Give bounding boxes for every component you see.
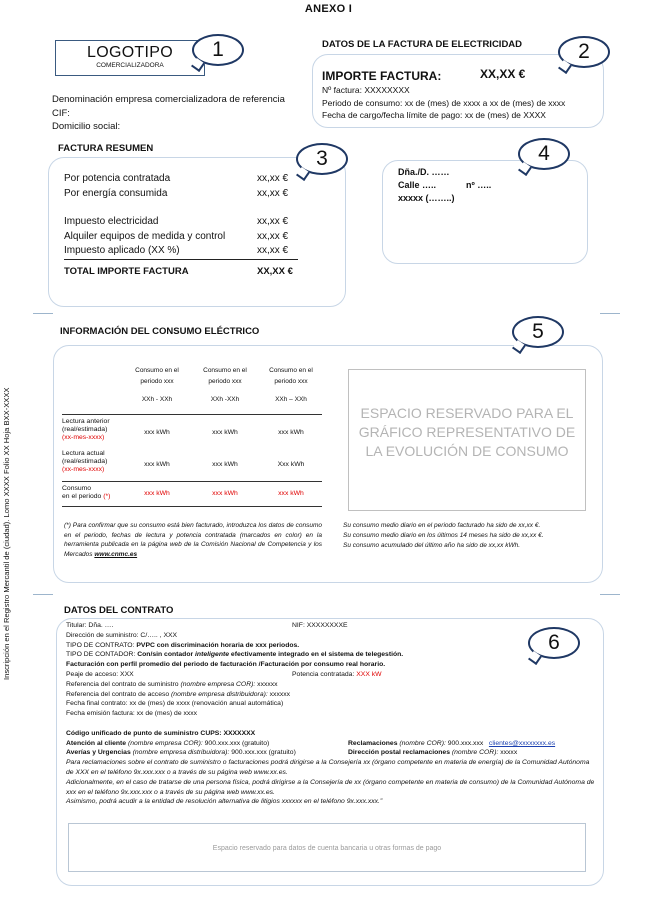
contract-type-value: PVPC con discriminación horaria de xxx periodos. (136, 641, 300, 649)
table-row-label (62, 450, 107, 474)
row-label-line: Lectura anterior (62, 418, 110, 425)
contract-nif: NIF: XXXXXXXXE (292, 622, 348, 629)
customer-service-phone: 900.xxx.xxx (gratuito) (204, 739, 270, 747)
callout-number: 6 (548, 631, 560, 654)
consumption-averages (343, 521, 595, 551)
column-header-line: periodo xxx (274, 378, 308, 385)
margin-tick (600, 594, 620, 595)
contract-issue-date: Fecha emisión factura: xx de (mes) de xxxx (66, 710, 198, 718)
contract-titular: Titular: Dña. …. (66, 622, 114, 629)
faults-phone: 900.xxx.xxx (gratuito) (231, 749, 296, 757)
company-cif-label: CIF: (52, 107, 70, 119)
summary-row (64, 231, 294, 245)
invoice-period: Periodo de consumo: xx de (mes) de xxxx a xx de (mes) de xxxx (322, 97, 566, 108)
table-row-divider (62, 481, 322, 482)
logo (55, 40, 205, 76)
consumption-column-header (194, 365, 256, 405)
logo-main-text: LOGOTIPO (87, 44, 173, 61)
faults-company: (nombre empresa distribuidora): (132, 749, 230, 757)
meter-type-label: TIPO DE CONTADOR: (66, 651, 136, 659)
margin-tick (600, 313, 620, 314)
row-label-asterisk: (*) (103, 493, 111, 500)
column-header-range: XXh -XXh (210, 396, 240, 403)
summary-row-label: Por potencia contratada (64, 173, 171, 184)
supply-ref-a: Referencia del contrato de suministro (66, 680, 179, 688)
table-cell: xxx kWh (144, 461, 170, 468)
row-label-line: (real/estimada) (62, 458, 108, 465)
access-ref-a: Referencia del contrato de acceso (66, 690, 170, 698)
table-cell: Xxx kWh (277, 461, 305, 468)
contract-heading: DATOS DEL CONTRATO (64, 605, 174, 616)
summary-row-amount: xx,xx € (257, 231, 289, 242)
summary-row (64, 173, 294, 187)
bank-details-placeholder: Espacio reservado para datos de cuenta bancaria u otras formas de pago (68, 823, 586, 872)
postal-claims-label: Dirección postal reclamaciones (348, 749, 450, 757)
contract-type-label: TIPO DE CONTRATO: (66, 641, 135, 649)
invoice-number: Nº factura: XXXXXXXX (322, 85, 410, 95)
contract-details (66, 621, 596, 807)
claims-text-1: Para reclamaciones sobre el contrato de suministro o facturaciones podrá dirigirse a la Consejería xx (órgano competente en materia de energía) de la Comunidad Autónoma de XXX en el teléfono 9x.xxx.xxx o a través de su página web www.xx.es. (66, 759, 590, 776)
callout-number: 4 (538, 142, 550, 165)
callout-number: 3 (316, 147, 328, 170)
summary-row-amount: xx,xx € (257, 173, 289, 184)
company-info (52, 93, 285, 134)
supply-ref-c: xxxxxx (257, 680, 278, 688)
invoice-amount-value: XX,XX € (480, 67, 526, 81)
average-line: Su consumo medio diario en el periodo facturado ha sido de xx,xx €. (343, 522, 541, 529)
summary-row-amount: xx,xx € (257, 188, 289, 199)
annex-title: ANEXO I (304, 3, 353, 15)
contract-end-date: Fecha final contrato: xx de (mes) de xxxx (renovación anual automática) (66, 700, 284, 708)
meter-type-value-a: Con/sin contador (137, 651, 194, 659)
summary-row-label: Alquiler equipos de medida y control (64, 231, 226, 242)
summary-divider (64, 259, 298, 260)
summary-total-amount: XX,XX € (257, 266, 293, 277)
claims-company: (nombre COR): (399, 739, 446, 747)
invoice-due-date: Fecha de cargo/fecha límite de pago: xx de (mes) de XXXX (322, 110, 546, 120)
address-recipient: Dña./D. …… (398, 167, 450, 177)
registry-text: Inscripción en el Registro Mercantil de (ciudad). Lomo XXXX Folio XX Hoja BXX-XXXX (2, 387, 11, 680)
company-domicile-label: Domicilio social: (52, 121, 121, 132)
claims-text-2: Adicionalmente, en el caso de tratarse de una persona física, podrá dirigirse a la Consejería de xx (órgano competente en materia de consumo) de la Comunidad Autónoma de xxx en el teléfono 9x.xxx.xxx o a través de su página web www.xx.es. (66, 778, 595, 796)
meter-type-value-b: inteligente (195, 651, 230, 659)
consumption-column-header (260, 365, 322, 405)
consumption-footnote (64, 521, 322, 559)
summary-total-row (64, 266, 294, 280)
contract-cups: Código unificado de punto de suministro CUPS: XXXXXXX (66, 729, 256, 737)
table-cell: xxx kWh (212, 429, 238, 436)
column-header-line: Consumo en el (135, 367, 179, 374)
callout-number: 1 (212, 38, 224, 61)
callout-number: 2 (578, 40, 590, 63)
summary-row (64, 245, 294, 259)
contracted-power-value: XXX kW (356, 670, 382, 678)
footnote-text: (*) Para confirmar que su consumo está bien facturado, introduzca los datos de consumo en el periodo, fechas de lectura y potencia contratada (marcados en color) en la herramienta publicada en la página web de la Comisión Nacional de Competencia y los Mercados (64, 522, 322, 558)
address-street: Calle ….. (398, 180, 437, 190)
row-label-date: (xx-mes-xxxx) (62, 434, 105, 441)
summary-row-label: Impuesto aplicado (XX %) (64, 245, 180, 256)
margin-tick (33, 313, 53, 314)
address-postal: xxxxx (……..) (398, 193, 455, 203)
row-label-date: (xx-mes-xxxx) (62, 466, 105, 473)
address-number: nº ….. (466, 180, 492, 190)
column-header-line: periodo xxx (140, 378, 174, 385)
callout-number: 5 (532, 320, 544, 343)
consumption-column-header (126, 365, 188, 405)
column-header-line: Consumo en el (269, 367, 313, 374)
row-label-line: Lectura actual (62, 450, 105, 457)
address-block (398, 166, 578, 205)
margin-tick (33, 594, 53, 595)
summary-heading: FACTURA RESUMEN (58, 143, 154, 154)
customer-service-company: (nombre empresa COR): (127, 739, 203, 747)
company-name-label: Denominación empresa comercializadora de referencia (52, 94, 285, 105)
contract-access-toll: Peaje de acceso: XXX (66, 670, 134, 678)
postal-claims-address: xxxxx (500, 749, 518, 757)
claims-text-3: Asimismo, podrá acudir a la entidad de resolución alternativa de litigios xxxxxx en el teléfono 9x.xxx.xxx.” (66, 798, 383, 806)
invoice-data-content (322, 67, 592, 122)
summary-row-amount: xx,xx € (257, 216, 289, 227)
table-row-label (62, 485, 110, 501)
table-bottom-divider (62, 506, 322, 507)
column-header-range: XXh - XXh (141, 396, 173, 403)
average-line: Su consumo medio diario en los últimos 14 meses ha sido de xx,xx €. (343, 532, 544, 539)
column-header-line: Consumo en el (203, 367, 247, 374)
summary-row-label: Impuesto electricidad (64, 216, 159, 227)
consumption-heading: INFORMACIÓN DEL CONSUMO ELÉCTRICO (60, 326, 260, 337)
table-cell: xxx kWh (278, 490, 304, 497)
invoice-data-heading: DATOS DE LA FACTURA DE ELECTRICIDAD (322, 39, 523, 50)
meter-type-value-c: efectivamente integrado en el sistema de telegestión. (230, 651, 404, 659)
summary-row (64, 216, 294, 230)
column-header-range: XXh – XXh (275, 396, 307, 403)
summary-row-label: Por energía consumida (64, 188, 168, 199)
contracted-power-label: Potencia contratada: (292, 670, 355, 678)
table-row-label (62, 418, 110, 442)
faults-label: Averías y Urgencias (66, 749, 131, 757)
cnmc-link[interactable]: www.cnmc.es (94, 550, 138, 558)
invoice-amount-label: IMPORTE FACTURA: (322, 69, 442, 83)
claims-label: Reclamaciones (348, 739, 398, 747)
average-line: Su consumo acumulado del último año ha sido de xx,xx kWh. (343, 542, 521, 549)
table-cell: xxx kWh (212, 490, 238, 497)
table-cell: xxx kWh (144, 429, 170, 436)
summary-row-amount: xx,xx € (257, 245, 289, 256)
column-header-line: periodo xxx (208, 378, 242, 385)
consumption-graph-placeholder: ESPACIO RESERVADO PARA EL GRÁFICO REPRESENTATIVO DE LA EVOLUCIÓN DE CONSUMO (348, 369, 586, 511)
table-cell: xxx kWh (144, 490, 170, 497)
access-ref-c: xxxxxx (269, 690, 291, 698)
row-label-line: Consumo (62, 485, 92, 492)
supply-ref-b: (nombre empresa COR): (180, 680, 256, 688)
contract-supply-address: Dirección de suministro: C/….. , XXX (66, 631, 178, 639)
logo-sub-text: COMERCIALIZADORA (96, 62, 164, 69)
table-cell: xxx kWh (212, 461, 238, 468)
contract-billing: Facturación con perfil promedio del periodo de facturación /Facturación por consumo real horario. (66, 661, 386, 669)
access-ref-b: (nombre empresa distribuidora): (171, 690, 268, 698)
row-label-line: en el periodo (62, 493, 102, 500)
customer-service-label: Atención al cliente (66, 739, 127, 747)
row-label-line: (real/estimada) (62, 426, 108, 433)
summary-total-label: TOTAL IMPORTE FACTURA (64, 266, 189, 277)
summary-row (64, 188, 294, 202)
claims-phone: 900.xxx.xxx (447, 739, 484, 747)
postal-claims-company: (nombre COR): (451, 749, 499, 757)
table-cell: xxx kWh (278, 429, 304, 436)
table-header-divider (62, 414, 322, 415)
claims-email-link[interactable]: clientes@xxxxxxxx.es (488, 739, 556, 747)
